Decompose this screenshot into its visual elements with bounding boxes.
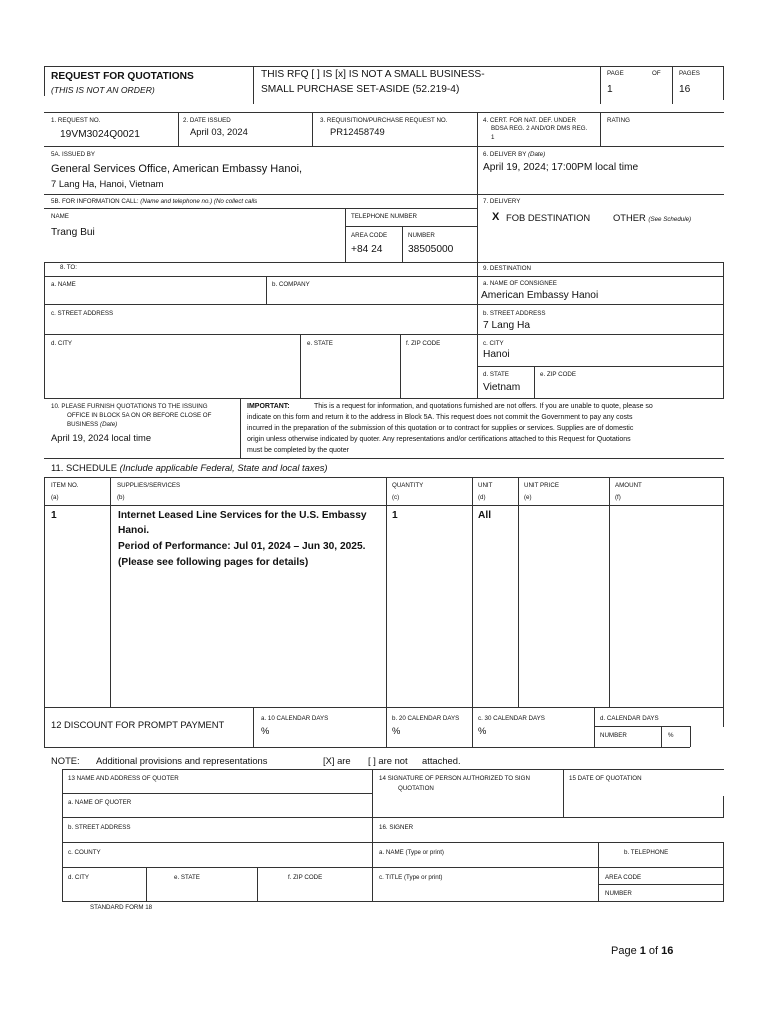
sched-col-f: [609, 477, 610, 707]
line-name-top: [44, 208, 477, 209]
page-footer: Page 1 of 16: [611, 945, 674, 957]
divider-city-state: [300, 334, 301, 398]
discount-a-label: a. 10 CALENDAR DAYS: [261, 715, 329, 722]
important-label: IMPORTANT:: [247, 403, 290, 410]
important-line3: incurred in the preparation of the submission of this quotation or to contract for supplies or services. Supplies are of domestic: [247, 425, 634, 432]
divider-left-right-upper: [477, 112, 478, 262]
line-dest-state-top: [477, 366, 724, 367]
cert-label-2: BDSA REG. 2 AND/OR DMS REG.: [491, 125, 588, 132]
divider-page: [600, 66, 601, 104]
important-line2: indicate on this form and return it to the address in Block 5A. This request does not commit the Government to pay any costs: [247, 414, 633, 421]
col-item-label: ITEM NO.: [51, 482, 79, 489]
important-line1: This is a request for information, and quotations furnished are not offers. If you are unable to quote, please so: [314, 403, 653, 410]
line-city-top: [44, 334, 724, 335]
sched-border-right: [723, 477, 724, 707]
quoter-div-city-state: [146, 867, 147, 902]
line-row1-top: [44, 112, 724, 113]
disc-div-c: [472, 707, 473, 747]
standard-form-label: STANDARD FORM 18: [90, 904, 153, 911]
to-name-label: a. NAME: [51, 281, 76, 288]
delivery-label: 7. DELIVERY: [483, 198, 521, 205]
number-value: 38505000: [408, 244, 454, 255]
signer-number-label: NUMBER: [605, 890, 632, 897]
dest-city-value: Hanoi: [483, 349, 510, 360]
dest-street-value: 7 Lang Ha: [483, 320, 531, 331]
requisition-value: PR12458749: [330, 126, 385, 137]
col-supplies-label: SUPPLIES/SERVICES: [117, 482, 181, 489]
item-no: 1: [51, 510, 57, 521]
line-quoter-top: [62, 769, 724, 770]
schedule-title: 11. SCHEDULE (Include applicable Federal, State and local taxes): [51, 462, 328, 473]
line-furnish-top: [44, 398, 724, 399]
line-row3-top: [44, 194, 724, 195]
info-call-label: 5B. FOR INFORMATION CALL: (Name and telephone no.) (No collect calls: [51, 198, 258, 205]
item-desc-1: Internet Leased Line Services for the U.S. Embassy: [118, 510, 367, 521]
quoter-div-telephone: [598, 842, 599, 902]
form-title: REQUEST FOR QUOTATIONS: [51, 71, 194, 82]
furnish-value: April 19, 2024 local time: [51, 432, 152, 443]
sched-col-d: [472, 477, 473, 707]
discount-a-pct: %: [261, 725, 270, 736]
col-unit-sub: (d): [478, 494, 486, 501]
consignee-value: American Embassy Hanoi: [481, 290, 599, 301]
quoter-border-right-top: [723, 796, 724, 817]
item-desc-2: Hanoi.: [118, 525, 150, 536]
fob-check-mark: X: [492, 211, 500, 223]
quoter-line-area-number: [598, 884, 724, 885]
issued-by-line1: General Services Office, American Embassy Hanoi,: [51, 163, 303, 175]
quoter-line-street: [62, 817, 724, 818]
divider-state-zip: [400, 334, 401, 398]
discount-b-pct: %: [392, 725, 401, 736]
to-company-label: b. COMPANY: [272, 281, 310, 288]
requisition-label: 3. REQUISITION/PURCHASE REQUEST NO.: [320, 117, 448, 124]
item-desc-4: (Please see following pages for details): [118, 557, 309, 568]
line-discount-bottom: [44, 747, 690, 748]
deliver-by-value: April 19, 2024; 17:00PM local time: [483, 162, 639, 173]
item-quantity: 1: [392, 510, 398, 521]
signature-label-1: 14 SIGNATURE OF PERSON AUTHORIZED TO SIGN: [379, 775, 530, 782]
quoter-div-state-zip: [257, 867, 258, 902]
border-right-to: [723, 262, 724, 398]
quoter-line-city: [62, 867, 724, 868]
furnish-label-3: BUSINESS (Date): [67, 421, 118, 428]
divider-1-2: [178, 112, 179, 146]
disc-border-right: [723, 707, 724, 727]
form-subtitle: (THIS IS NOT AN ORDER): [51, 85, 155, 95]
line-row2-top: [44, 146, 724, 147]
signer-area-code-label: AREA CODE: [605, 874, 642, 881]
info-name-label: NAME: [51, 213, 69, 220]
dest-city-label: c. CITY: [483, 340, 504, 347]
line-discount-top: [44, 707, 724, 708]
line-street-top: [44, 304, 724, 305]
divider-area-number: [402, 226, 403, 262]
consignee-label: a. NAME OF CONSIGNEE: [483, 280, 557, 287]
page-label: PAGE: [607, 70, 624, 77]
rfq-setaside-line1: THIS RFQ [ ] IS [x] IS NOT A SMALL BUSINESS-: [261, 69, 485, 80]
note-are: [X] are: [323, 755, 351, 766]
quoter-city-label: d. CITY: [68, 874, 89, 881]
col-item-sub: (a): [51, 494, 59, 501]
col-amount-label: AMOUNT: [615, 482, 642, 489]
line-row-to-top: [44, 262, 724, 263]
request-no-value: 19VM3024Q0021: [60, 129, 140, 140]
furnish-label-1: 10. PLEASE FURNISH QUOTATIONS TO THE ISSUING: [51, 403, 208, 410]
number-label: NUMBER: [408, 232, 435, 239]
sched-border-left: [44, 477, 45, 707]
quoter-border-right-bottom: [723, 842, 724, 902]
quoter-label: 13 NAME AND ADDRESS OF QUOTER: [68, 775, 179, 782]
col-unit-price-label: UNIT PRICE: [524, 482, 559, 489]
important-line5: must be completed by the quoter: [247, 447, 349, 454]
note-text: Additional provisions and representations: [96, 755, 268, 766]
divider-pages: [672, 66, 673, 104]
line-schedule-title-top: [44, 458, 724, 459]
signer-name-label: a. NAME (Type or print): [379, 849, 444, 856]
divider-title-rfq: [253, 66, 254, 104]
destination-label: 9. DESTINATION: [483, 265, 532, 272]
line-tel-sub: [345, 226, 477, 227]
quoter-border-left: [62, 769, 63, 902]
divider-left-right-mid: [477, 262, 478, 398]
divider-name-company: [266, 276, 267, 304]
date-issued-label: 2. DATE ISSUED: [183, 117, 231, 124]
quoter-divider-date: [563, 769, 564, 817]
discount-label: 12 DISCOUNT FOR PROMPT PAYMENT: [51, 719, 225, 730]
disc-div-d: [594, 707, 595, 747]
quoter-line-county: [62, 842, 724, 843]
discount-d-pct: %: [668, 732, 674, 739]
col-unit-price-sub: (e): [524, 494, 532, 501]
pages-value: 16: [679, 84, 691, 95]
border-top: [44, 66, 724, 67]
note-are-not: [ ] are not: [368, 755, 408, 766]
sched-col-c: [386, 477, 387, 707]
delivery-other: OTHER (See Schedule): [613, 212, 692, 223]
tel-label: TELEPHONE NUMBER: [351, 213, 418, 220]
quoter-line-bottom: [62, 901, 724, 902]
item-unit: All: [478, 510, 492, 521]
issued-by-label: 5A. ISSUED BY: [51, 151, 96, 158]
quoter-divider-mid: [372, 769, 373, 902]
area-code-label: AREA CODE: [351, 232, 388, 239]
disc-div-b: [386, 707, 387, 747]
issued-by-line2: 7 Lang Ha, Hanoi, Vietnam: [51, 178, 164, 189]
col-supplies-sub: (b): [117, 494, 125, 501]
cert-label-3: 1: [491, 134, 495, 141]
quoter-state-label: e. STATE: [174, 874, 200, 881]
disc-div-a: [253, 707, 254, 747]
of-label: OF: [652, 70, 661, 77]
col-quantity-label: QUANTITY: [392, 482, 424, 489]
divider-2-3: [312, 112, 313, 146]
info-name-value: Trang Bui: [51, 227, 95, 238]
request-no-label: 1. REQUEST NO.: [51, 117, 101, 124]
quoter-street-label: b. STREET ADDRESS: [68, 824, 131, 831]
discount-b-label: b. 20 CALENDAR DAYS: [392, 715, 460, 722]
line-to-name-top: [44, 276, 724, 277]
dest-state-label: d. STATE: [483, 371, 509, 378]
pages-label: PAGES: [679, 70, 700, 77]
border-left-to: [44, 262, 45, 398]
signer-telephone-label: b. TELEPHONE: [624, 849, 669, 856]
important-line4: origin unless otherwise indicated by quoter. Any representations and/or certifications attached to this Request for Quotations: [247, 436, 631, 443]
line-schedule-body-top: [44, 505, 724, 506]
page-value: 1: [607, 84, 613, 95]
border-right-header: [723, 66, 724, 100]
signer-label: 16. SIGNER: [379, 824, 414, 831]
deliver-by-label: 6. DELIVER BY (Date): [483, 151, 546, 158]
col-amount-sub: (f): [615, 494, 621, 501]
signature-label-2: QUOTATION: [398, 785, 434, 792]
divider-4-rating: [600, 112, 601, 146]
disc-border-left: [44, 707, 45, 747]
line-schedule-header-top: [44, 477, 724, 478]
divider-furnish-important: [240, 398, 241, 458]
quoter-line-name: [62, 793, 372, 794]
sched-col-b: [110, 477, 111, 707]
discount-c-label: c. 30 CALENDAR DAYS: [478, 715, 545, 722]
disc-div-number: [661, 726, 662, 747]
quoter-zip-label: f. ZIP CODE: [288, 874, 323, 881]
disc-number-right: [690, 726, 691, 747]
note-attached: attached.: [422, 755, 461, 766]
discount-d-label: d. CALENDAR DAYS: [600, 715, 659, 722]
divider-dest-state-zip: [534, 366, 535, 398]
note-label: NOTE:: [51, 755, 80, 766]
divider-name-tel: [345, 208, 346, 262]
to-zip-label: f. ZIP CODE: [406, 340, 441, 347]
disc-number-top: [594, 726, 690, 727]
sched-col-e: [518, 477, 519, 707]
col-quantity-sub: (c): [392, 494, 400, 501]
dest-street-label: b. STREET ADDRESS: [483, 310, 546, 317]
to-city-label: d. CITY: [51, 340, 72, 347]
signer-title-label: c. TITLE (Type or print): [379, 874, 443, 881]
item-desc-3: Period of Performance: Jul 01, 2024 – Jun 30, 2025.: [118, 541, 366, 552]
to-state-label: e. STATE: [307, 340, 333, 347]
area-code-value: +84 24: [351, 244, 383, 255]
to-street-label: c. STREET ADDRESS: [51, 310, 114, 317]
quoter-county-label: c. COUNTY: [68, 849, 101, 856]
border-left-header: [44, 66, 45, 96]
to-label: 8. TO:: [60, 264, 77, 271]
furnish-label-2: OFFICE IN BLOCK 5A ON OR BEFORE CLOSE OF: [67, 412, 212, 419]
discount-d-number-label: NUMBER: [600, 732, 627, 739]
col-unit-label: UNIT: [478, 482, 493, 489]
dest-zip-label: e. ZIP CODE: [540, 371, 576, 378]
quoter-name-label: a. NAME OF QUOTER: [68, 799, 132, 806]
rating-label: RATING: [607, 117, 630, 124]
rfq-setaside-line2: SMALL PURCHASE SET-ASIDE (52.219-4): [261, 84, 460, 95]
fob-destination: FOB DESTINATION: [506, 212, 591, 223]
dest-state-value: Vietnam: [483, 382, 521, 393]
quotation-date-label: 15 DATE OF QUOTATION: [569, 775, 642, 782]
cert-label-1: 4. CERT. FOR NAT. DEF. UNDER: [483, 117, 576, 124]
discount-c-pct: %: [478, 725, 487, 736]
date-issued-value: April 03, 2024: [190, 126, 248, 137]
